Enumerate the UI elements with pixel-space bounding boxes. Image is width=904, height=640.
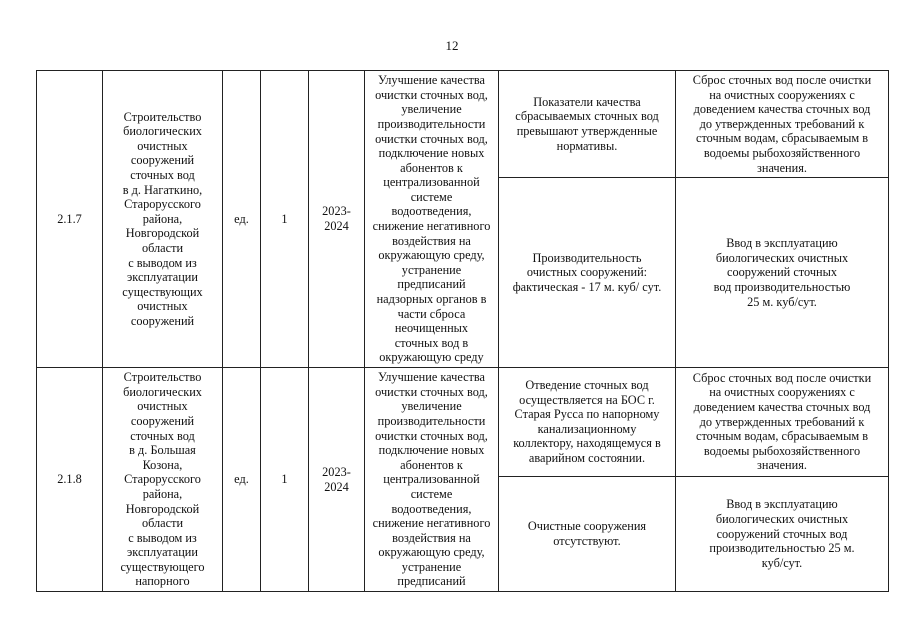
current-state-cell: Производительность очистных сооружений: фактическая - 17 м. куб/ сут.: [499, 178, 676, 368]
page-number: 12: [445, 38, 459, 53]
object-description: Строительство биологических очистных сооружений сточных вод в д. Большая Козона, Старорусского района, Новгородской области с выводом из эксплуатации существующего напорного: [103, 368, 223, 592]
period-cell: 2023- 2024: [309, 368, 365, 592]
unit-cell: ед.: [223, 368, 261, 592]
target-indicator-cell: Сброс сточных вод после очистки на очистных сооружениях с доведением качества сточных вод до утвержденных требований к сточным водам, сбрасываемым в водоемы рыбохозяйственного значения.: [676, 368, 889, 476]
purpose-cell: Улучшение качества очистки сточных вод, увеличение производительности очистки сточных вод, подключение новых абонентов к централизованной системе водоотведения, снижение негативного воздействия на окружающую среду, устранение предписаний: [365, 368, 499, 592]
current-state-cell: Показатели качества сбрасываемых сточных вод превышают утвержденные нормативы.: [499, 71, 676, 178]
purpose-cell: Улучшение качества очистки сточных вод, увеличение производительности очистки сточных вод, подключение новых абонентов к централизованной системе водоотведения, снижение негативного воздействия на окружающую среду, устранение предписаний надзорных органов в части сброса неочищенных сточных вод в окружающую среду: [365, 71, 499, 368]
target-indicator-cell: Ввод в эксплуатацию биологических очистных сооружений сточных вод производительностью 25 м. куб/сут.: [676, 178, 889, 368]
current-state-cell: Очистные сооружения отсутствуют.: [499, 476, 676, 591]
table-row: [37, 71, 889, 178]
object-description: Строительство биологических очистных сооружений сточных вод в д. Нагаткино, Старорусского района, Новгородской области с выводом из эксплуатации существующих очистных сооружений: [103, 71, 223, 368]
target-indicator-cell: Сброс сточных вод после очистки на очистных сооружениях с доведением качества сточных вод до утвержденных требований к сточным водам, сбрасываемым в водоемы рыбохозяйственного значения.: [676, 71, 889, 178]
target-indicator-cell: Ввод в эксплуатацию биологических очистных сооружений сточных вод производительностью 25 м. куб/сут.: [676, 476, 889, 591]
item-code: 2.1.7: [37, 71, 103, 368]
unit-cell: ед.: [223, 71, 261, 368]
measures-table: [36, 70, 889, 592]
table-row: [37, 368, 889, 476]
quantity-cell: 1: [261, 71, 309, 368]
period-cell: 2023- 2024: [309, 71, 365, 368]
quantity-cell: 1: [261, 368, 309, 592]
item-code: 2.1.8: [37, 368, 103, 592]
current-state-cell: Отведение сточных вод осуществляется на БОС г. Старая Русса по напорному канализационному коллектору, находящемуся в аварийном состоянии.: [499, 368, 676, 476]
